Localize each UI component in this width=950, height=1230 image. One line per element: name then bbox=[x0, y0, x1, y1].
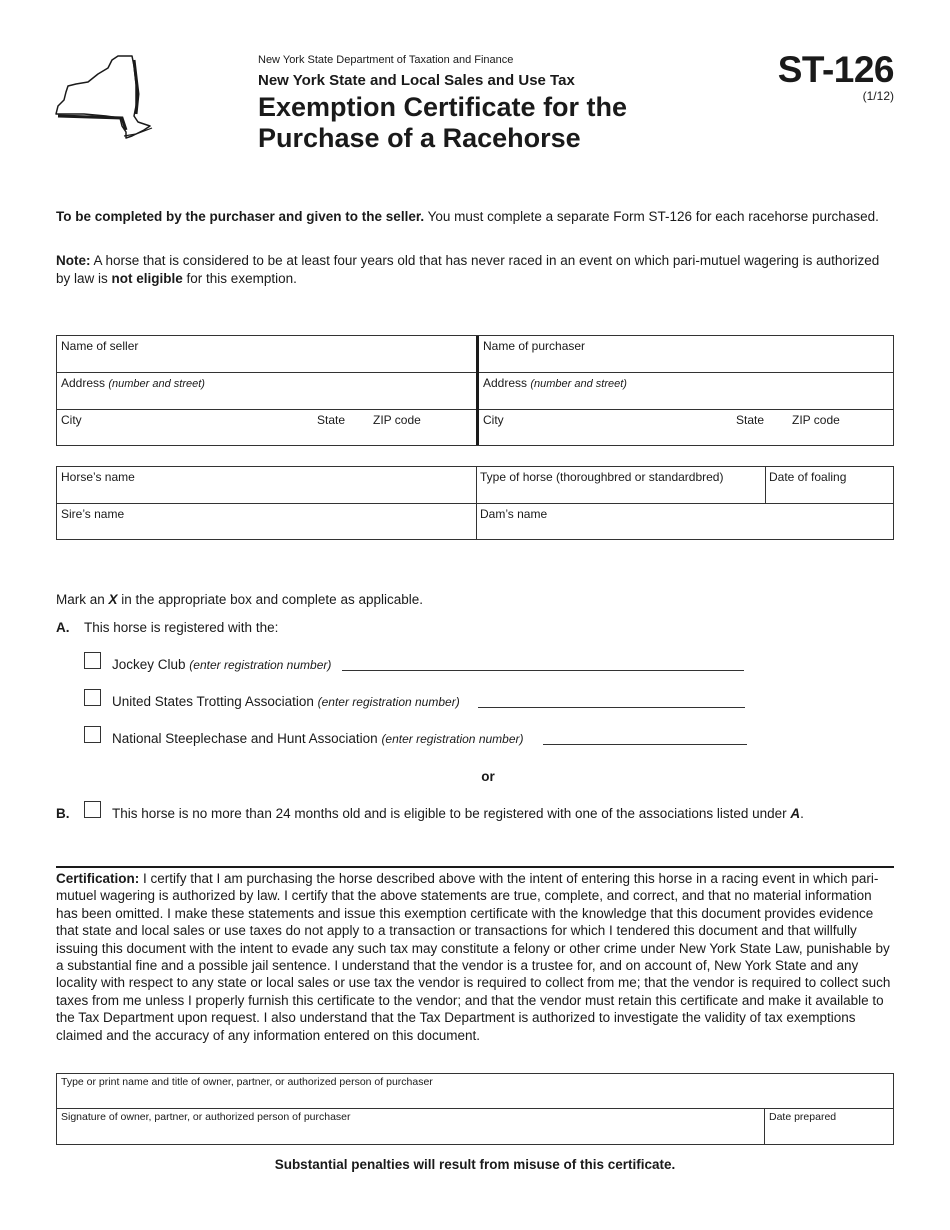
jockey-club-label bbox=[112, 657, 331, 672]
parties-box bbox=[56, 335, 894, 446]
instruction-post: in the appropriate box and complete as applicable. bbox=[117, 592, 423, 607]
or-separator: or bbox=[481, 769, 495, 784]
jockey-club-registration-line[interactable] bbox=[342, 670, 744, 671]
instruction-x: X bbox=[108, 592, 118, 607]
certification-divider bbox=[56, 866, 894, 868]
seller-zip-label: ZIP code bbox=[373, 413, 421, 427]
trotting-association-name: United States Trotting Association bbox=[112, 694, 318, 709]
steeplechase-association-hint: (enter registration number) bbox=[381, 732, 524, 746]
note-label: Note: bbox=[56, 253, 91, 268]
purchaser-address-field[interactable] bbox=[479, 373, 893, 409]
form-title bbox=[258, 92, 728, 154]
steeplechase-association-checkbox[interactable] bbox=[84, 726, 101, 743]
trotting-association-checkbox[interactable] bbox=[84, 689, 101, 706]
purchaser-name-field[interactable] bbox=[479, 336, 893, 372]
department-name: New York State Department of Taxation and Finance bbox=[258, 54, 514, 66]
instruction-pre: Mark an bbox=[56, 592, 109, 607]
dam-name-field[interactable] bbox=[476, 504, 893, 540]
purchaser-name-label: Name of purchaser bbox=[483, 339, 586, 353]
date-of-foaling-label: Date of foaling bbox=[769, 470, 847, 484]
sire-name-field[interactable] bbox=[57, 504, 476, 540]
purchaser-state-label: State bbox=[736, 413, 765, 427]
intro-rest: You must complete a separate Form ST-126 for each racehorse purchased. bbox=[424, 209, 879, 224]
horse-type-field[interactable] bbox=[476, 467, 765, 503]
trotting-registration-line[interactable] bbox=[478, 707, 745, 708]
sire-name-label: Sire’s name bbox=[61, 507, 125, 521]
option-b-letter: B. bbox=[56, 806, 70, 821]
certification-paragraph bbox=[56, 870, 894, 1044]
horse-box bbox=[56, 466, 894, 540]
note-not-eligible: not eligible bbox=[111, 271, 183, 286]
option-b-end: . bbox=[800, 806, 804, 821]
signature-label: Signature of owner, partner, or authorized person of purchaser bbox=[61, 1111, 351, 1123]
option-b-body: This horse is no more than 24 months old and is eligible to be registered with one of the associations listed under bbox=[112, 806, 791, 821]
date-of-foaling-field[interactable] bbox=[765, 467, 893, 503]
option-b-ref: A bbox=[790, 806, 801, 821]
date-prepared-field[interactable] bbox=[765, 1109, 893, 1144]
option-b-text bbox=[112, 806, 804, 821]
name-title-label: Type or print name and title of owner, partner, or authorized person of purchaser bbox=[61, 1076, 433, 1088]
note-end: for this exemption. bbox=[182, 271, 297, 286]
option-b-checkbox[interactable] bbox=[84, 801, 101, 818]
seller-address-hint: (number and street) bbox=[108, 378, 205, 390]
option-a-text: This horse is registered with the: bbox=[84, 620, 279, 635]
dam-name-label: Dam’s name bbox=[480, 507, 548, 521]
penalty-warning: Substantial penalties will result from misuse of this certificate. bbox=[274, 1157, 676, 1172]
steeplechase-association-label bbox=[112, 731, 524, 746]
signature-box bbox=[56, 1073, 894, 1145]
seller-city-field[interactable] bbox=[57, 410, 317, 446]
steeplechase-registration-line[interactable] bbox=[543, 744, 747, 745]
signature-field[interactable] bbox=[57, 1109, 764, 1144]
trotting-association-hint: (enter registration number) bbox=[317, 695, 460, 709]
note-paragraph bbox=[56, 252, 896, 288]
certification-label: Certification: bbox=[56, 871, 140, 886]
name-title-field[interactable] bbox=[57, 1074, 893, 1108]
mark-instruction bbox=[56, 592, 423, 607]
steeplechase-association-name: National Steeplechase and Hunt Association bbox=[112, 731, 382, 746]
seller-state-label: State bbox=[317, 413, 346, 427]
jockey-club-hint: (enter registration number) bbox=[189, 658, 332, 672]
intro-bold-lead: To be completed by the purchaser and given to the seller. bbox=[56, 209, 425, 224]
purchaser-city-field[interactable] bbox=[479, 410, 729, 446]
seller-city-label: City bbox=[61, 413, 82, 427]
form-revision: (1/12) bbox=[862, 89, 894, 103]
seller-name-label: Name of seller bbox=[61, 339, 139, 353]
jockey-club-checkbox[interactable] bbox=[84, 652, 101, 669]
horse-type-label: Type of horse (thoroughbred or standardbred) bbox=[480, 470, 724, 484]
seller-zip-field[interactable] bbox=[369, 410, 469, 446]
purchaser-address-label: Address bbox=[483, 376, 528, 390]
intro-paragraph bbox=[56, 208, 896, 226]
certification-text: I certify that I am purchasing the horse described above with the intent of entering this horse in a racing event in which pari-mutuel wagering is authorized by law. I certify that the above statements are true, complete, and correct, and that no material information has been omitted. I make these statements and issue this exemption certificate with the knowledge that this document provides evidence that state and local sales or use taxes do not apply to a transaction or transactions for which I tendered this document and that willfully issuing this document with the intent to evade any such tax may constitute a felony or other crime under New York State Law, punishable by a substantial fine and a possible jail sentence. I understand that the vendor is a trustee for, and on account of, New York State and any locality with respect to any state or local sales or use tax the vendor is required to collect from me; that the vendor is required to collect such taxes from me unless I properly furnish this certificate to the vendor; and that the vendor must retain this certificate and make it available to the Tax Department upon request. I also understand that the Tax Department is authorized to investigate the validity of tax exemptions claimed and the accuracy of any information entered on this document. bbox=[56, 871, 891, 1043]
form-number: ST-126 bbox=[777, 49, 894, 90]
form-title-line-1: Exemption Certificate for the bbox=[258, 92, 628, 122]
new-york-state-outline-icon bbox=[54, 54, 158, 142]
trotting-association-label bbox=[112, 694, 460, 709]
form-title-line-2: Purchase of a Racehorse bbox=[258, 123, 581, 153]
purchaser-city-label: City bbox=[483, 413, 504, 427]
date-prepared-label: Date prepared bbox=[769, 1111, 837, 1123]
seller-state-field[interactable] bbox=[313, 410, 369, 446]
option-a-letter: A. bbox=[56, 620, 70, 635]
purchaser-address-hint: (number and street) bbox=[530, 378, 627, 390]
horse-name-label: Horse’s name bbox=[61, 470, 135, 484]
horse-name-field[interactable] bbox=[57, 467, 476, 503]
purchaser-zip-label: ZIP code bbox=[792, 413, 840, 427]
purchaser-state-field[interactable] bbox=[732, 410, 788, 446]
purchaser-zip-field[interactable] bbox=[788, 410, 888, 446]
jockey-club-name: Jockey Club bbox=[112, 657, 190, 672]
form-subtitle: New York State and Local Sales and Use Tax bbox=[258, 72, 575, 89]
seller-name-field[interactable] bbox=[57, 336, 476, 372]
seller-address-field[interactable] bbox=[57, 373, 476, 409]
note-text: A horse that is considered to be at least four years old that has never raced in an event on which pari-mutuel wagering is authorized by law is bbox=[56, 253, 880, 286]
seller-address-label: Address bbox=[61, 376, 106, 390]
